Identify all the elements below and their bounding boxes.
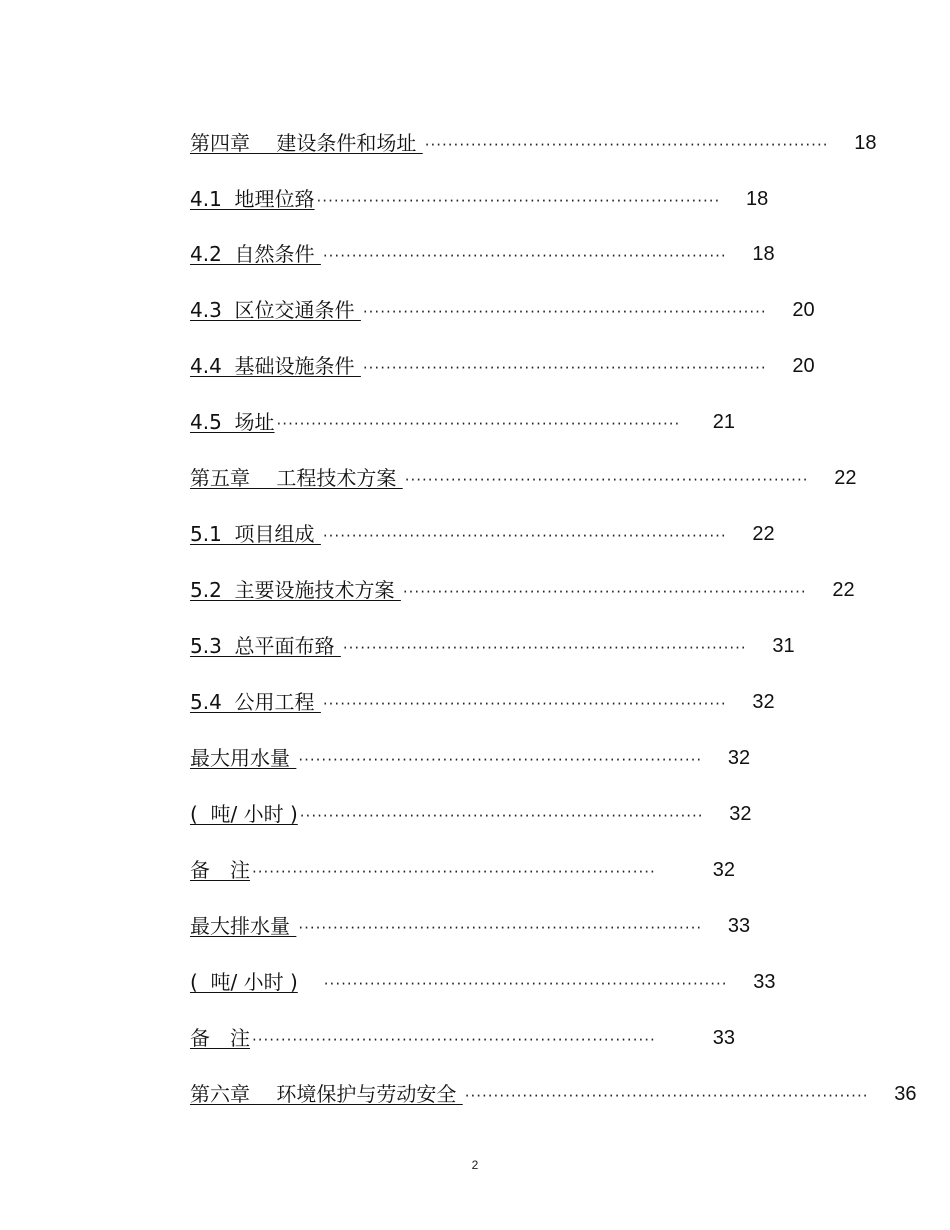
toc-page-number: 20 [792, 299, 815, 321]
toc-dot-leader: ······································································ [298, 919, 703, 937]
toc-dot-leader: ······································································ [316, 192, 721, 210]
toc-entry-title: 第六章 环境保护与劳动安全 [190, 1082, 463, 1106]
toc-dot-leader: ······································································ [323, 975, 728, 993]
toc-entry-title: 4.2 自然条件 [190, 242, 321, 266]
toc-entry[interactable] [190, 1077, 917, 1107]
toc-entry-title: ( 吨/ 小时 ) [190, 802, 298, 826]
toc-dot-leader: ······································································ [252, 863, 656, 881]
toc-dot-leader: ······································································ [276, 415, 681, 433]
toc-entry-title: 5.2 主要设施技术方案 [190, 578, 401, 602]
toc-entry[interactable] [190, 629, 795, 659]
toc-dot-leader: ······································································ [404, 471, 809, 489]
toc-entry-title: 5.3 总平面布臵 [190, 634, 341, 658]
toc-page-number: 22 [834, 467, 857, 489]
toc-entry[interactable] [190, 182, 769, 212]
toc-dot-leader: ······································································ [464, 1087, 869, 1105]
toc-entry[interactable] [190, 405, 735, 435]
toc-entry[interactable] [190, 853, 735, 883]
toc-page-number: 22 [832, 579, 855, 601]
toc-dot-leader: ······································································ [322, 527, 727, 545]
toc-page-number: 32 [729, 803, 752, 825]
toc-entry-title: 备 注 [190, 858, 250, 882]
toc-entry[interactable] [190, 797, 752, 827]
toc-entry[interactable] [190, 1021, 735, 1051]
toc-entry[interactable] [190, 741, 751, 771]
toc-dot-leader: ······································································ [424, 136, 829, 154]
toc-entry[interactable] [190, 349, 815, 379]
toc-page-number: 22 [752, 523, 775, 545]
toc-dot-leader: ······································································ [322, 695, 727, 713]
toc-entry-title: 最大排水量 [190, 914, 297, 938]
toc-entry-title: 第四章 建设条件和场址 [190, 131, 423, 155]
toc-page-number: 36 [894, 1083, 917, 1105]
toc-page-number: 20 [792, 355, 815, 377]
toc-entry[interactable] [190, 573, 855, 603]
toc-entry[interactable] [190, 909, 751, 939]
toc-dot-leader: ······································································ [342, 639, 747, 657]
toc-page-number: 21 [712, 411, 735, 433]
toc-entry-title: 4.4 基础设施条件 [190, 354, 361, 378]
toc-page-number: 33 [712, 1027, 735, 1049]
toc-entry-title: 最大用水量 [190, 746, 297, 770]
toc-page-number: 18 [854, 132, 877, 154]
toc-entry-title: 5.4 公用工程 [190, 690, 321, 714]
toc-dot-leader: ······································································ [362, 359, 767, 377]
toc-entry[interactable] [190, 126, 877, 156]
toc-page-number: 31 [772, 635, 795, 657]
toc-entry[interactable] [190, 685, 775, 715]
toc-page-number: 33 [727, 915, 751, 937]
toc-entry[interactable] [190, 965, 776, 995]
toc-entry-title: 4.1 地理位臵 [190, 187, 315, 211]
toc-page-number: 32 [727, 747, 751, 769]
toc-entry[interactable] [190, 517, 775, 547]
toc-entry-title: 4.3 区位交通条件 [190, 298, 361, 322]
toc-page-number: 18 [746, 188, 769, 210]
toc-dot-leader: ······································································ [322, 247, 727, 265]
toc-dot-leader: ······································································ [252, 1031, 656, 1049]
toc-dot-leader: ······································································ [299, 807, 704, 825]
toc-entry-title: 第五章 工程技术方案 [190, 466, 403, 490]
page-number: 2 [471, 1158, 479, 1172]
toc-dot-leader: ······································································ [362, 303, 767, 321]
toc-entry[interactable] [190, 461, 857, 491]
toc-entry[interactable] [190, 293, 815, 323]
toc-page-number: 32 [712, 859, 735, 881]
toc-entry-title: ( 吨/ 小时 ) [190, 970, 298, 994]
toc-page-number: 32 [752, 691, 775, 713]
toc-entry-title: 4.5 场址 [190, 410, 275, 434]
toc-dot-leader: ······································································ [402, 583, 807, 601]
toc-dot-leader: ······································································ [298, 751, 703, 769]
toc-entry-title: 备 注 [190, 1026, 250, 1050]
toc-entry[interactable] [190, 237, 775, 267]
toc-entry-title: 5.1 项目组成 [190, 522, 321, 546]
toc-page-number: 33 [753, 971, 776, 993]
toc-page-number: 18 [752, 243, 775, 265]
